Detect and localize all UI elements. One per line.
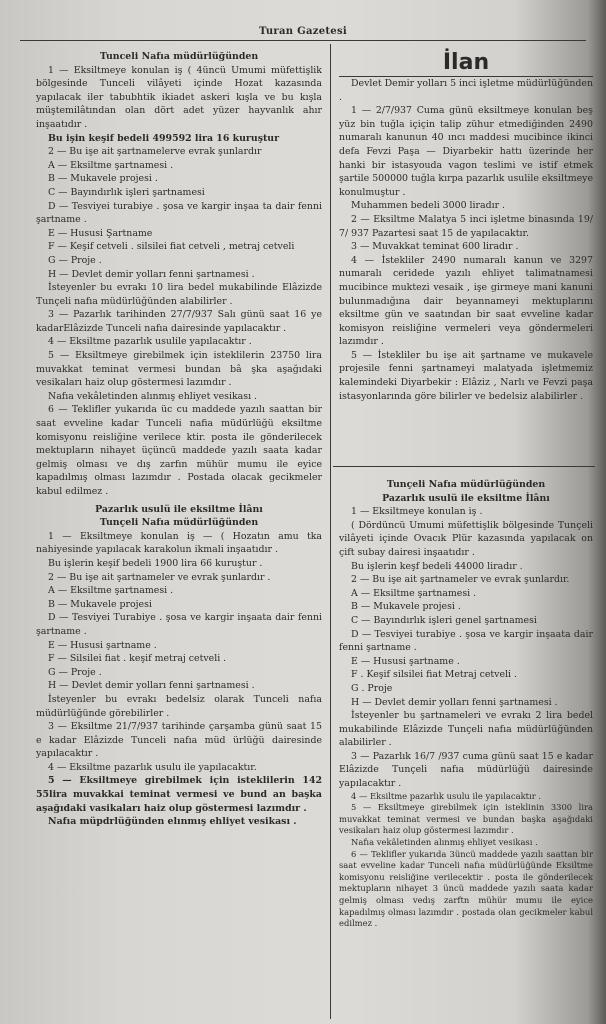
notice-paragraph: 5 — Eksiltmeye girebilmek için isteklilerin 142 55lira muvakkai teminat vermesi ve bund an başka aşağıdaki vasikaları haiz olup göstermesi lazımdır . — [36, 775, 322, 814]
notice-paragraph: Muhammen bedeli 3000 liradır . — [351, 200, 506, 212]
left-column — [36, 50, 322, 829]
notice-paragraph: 1 — Eksiltmeye konulan iş ( 4üncü Umumi müfettişlik bölgesinde Tunceli vilâyeti içinde Hozat kazasında yapılacak iler tabubhtik ikiadet askeri kışla ve bu kışla müştemilâtından olan dört adet yüzer hayvanlık ahır inşaatıdır . — [36, 64, 322, 130]
notice-paragraph: Bu işin keşif bedeli 499592 lira 16 kuruştur — [48, 132, 280, 144]
notice-heading: Tunçeli Nafıa müdürlüğünden — [386, 479, 546, 490]
notice-paragraph: E — Hususi şartname . — [351, 655, 460, 667]
notice-paragraph: İsteyenler bu şartnameleri ve evrakı 2 lira bedel mukabilinde Elâzizde Tunçeli nafıa müdürlüğünden alabilirler . — [339, 710, 593, 749]
notice-paragraph: 5 — İstekliler bu işe ait şartname ve mukavele projesile fenni şartnameyi malatyada işletmemiz kalemindeki Diyarbekir : Elâziz , Narlı ve Fevzi paşa istasyonlarında göre bilirler ve bedelsiz alabilirler . — [339, 349, 593, 402]
notice-paragraph: F — Silsilei fiat . keşif metraj cetveli . — [48, 653, 227, 665]
notice-paragraph: C — Bayındırlık işleri genel şartnamesi — [351, 614, 537, 626]
notice-heading: Pazarlık usulü ile eksiltme İlânı — [95, 503, 263, 515]
top-rule — [20, 40, 586, 41]
notice-heading: Tunceli Nafıa müdürlüğünden — [99, 51, 259, 62]
section-divider — [333, 466, 595, 467]
masthead: Turan Gazetesi — [259, 26, 347, 37]
notice-paragraph: 2 — Eksiltme Malatya 5 inci işletme binasında 19/ 7/ 937 Pazartesi saat 15 de yapılacaktır. — [339, 213, 593, 239]
notice-paragraph: D — Tesviyei turabiye . şosa ve kargir inşaata dair fenni şartname . — [339, 628, 593, 654]
notice-paragraph: 1 — 2/7/937 Cuma günü eksiltmeye konulan beş yüz bin tuğla içiçin talip zühur etmediğinden 2490 numaralı kanunun 40 ıncı maddesi mucibince ikinci defa Fevzi Paşa — Diyarbekir hattı üzerinde her hanki bir istasyouda vagon teslimi ve istif etmek şartile 500000 tuğla kırpa pazarlık usulile eksiltmeye konulmuştur . — [339, 105, 593, 198]
notice-paragraph: G — Proje . — [48, 254, 102, 266]
notice-paragraph: D — Tesviyei turabiye . şosa ve kargir inşaa ta dair fenni şartname . — [36, 200, 322, 226]
notice-paragraph: 3 — Pazarlık 16/7 /937 cuma günü saat 15 e kadar Elâzizde Tunçeli nafıa müdürlüğü dairesinde yapılacaktır . — [339, 750, 593, 790]
notice-paragraph: G . Proje — [351, 682, 393, 694]
notice-paragraph: F . Keşif silsilei fiat Metraj cetveli . — [351, 669, 517, 681]
notice-paragraph: Nafıa vekâletinden alınmış ehliyet vesikası . — [351, 837, 538, 848]
notice-paragraph: 4 — Eksiltme pazarlık usulile yapılacaktır . — [48, 336, 252, 348]
notice-paragraph: 4 — Eksiltme pazarlık usulu ile yapılacaktır. — [48, 761, 257, 773]
notice-paragraph: H — Devlet demir yolları fenni şartnamesi . — [48, 680, 255, 692]
notice-paragraph: 3 — Pazarlık tarihinden 27/7/937 Salı günü saat 16 ye kadarElâzizde Tunceli nafıa dairesinde yapılacaktır . — [36, 309, 322, 334]
notice-paragraph: F — Keşif cetveli . silsilei fiat cetveli , metraj cetveli — [48, 241, 295, 253]
notice-paragraph: G — Proje . — [48, 666, 102, 678]
notice-paragraph: E — Hususi şartname . — [48, 639, 157, 651]
notice-paragraph: 1 — Eksiltmeye konulan iş — ( Hozatın amu tka nahiyesinde yapılacak karakolun ikmali inşaatıdır . — [36, 530, 322, 556]
notice-paragraph: Bu işlerin keşf bedeli 44000 liradır . — [351, 560, 523, 572]
notice-paragraph: 3 — Muvakkat teminat 600 liradır . — [351, 241, 519, 253]
notice-paragraph: 3 — Eksiltme 21/7/937 tarihinde çarşamba günü saat 15 e kadar Elâzizde Tunceli nafıa müd ürlüğü dairesinde yapılacaktır . — [36, 721, 322, 760]
notice-paragraph: A — Eksiltme şartnamesi . — [48, 159, 174, 171]
notice-paragraph: A — Eksiltme şartnamesi . — [48, 585, 174, 597]
notice-paragraph: Bu işlerin keşif bedeli 1900 lira 66 kuruştur . — [48, 557, 263, 569]
notice-subheading: Tunçeli Nafıa müdürlüğünden — [99, 517, 259, 529]
notice-paragraph: Devlet Demir yolları 5 inci işletme müdürlüğünden . — [339, 78, 593, 103]
notice-paragraph: 1 — Eksiltmeye konulan iş . — [351, 506, 483, 518]
notice-paragraph: 4 — Eksiltme pazarlık usulu ile yapılacaktır . — [351, 790, 542, 801]
notice-paragraph: B — Mukavele projesi . — [351, 601, 461, 613]
notice-paragraph: Nafıa müpdrlüğünden elınmış ehliyet vesikası . — [48, 816, 297, 828]
notice-paragraph: 2 — Bu işe ait şartnameler ve evrak şunlardır. — [351, 574, 570, 586]
notice-paragraph: H — Devlet demir yolları fenni şartnamesi . — [351, 696, 558, 708]
right-column-bottom — [339, 478, 593, 930]
notice-paragraph: B — Mukavele projesi . — [48, 173, 158, 185]
notice-paragraph: 5 — Eksiltmeye girebilmek için isteklilerin 23750 lira muvakkat teminat vermesi bundan bâ şka aşağıdaki vesikaları haiz olup göstermesi lazımdır . — [36, 350, 322, 389]
notice-subheading: Pazarlık usulü ile eksiltme İlânı — [382, 492, 550, 504]
notice-paragraph: H — Devlet demir yolları fenni şartnamesi . — [48, 268, 255, 280]
notice-paragraph: Nafıa vekâletinden alınmış ehliyet vesikası . — [48, 390, 258, 402]
notice-paragraph: B — Mukavele projesi — [48, 598, 152, 610]
notice-paragraph: İsteyenler bu evrakı 10 lira bedel mukabilinde Elâzizde Tunçeli nafıa müdürlüğünden alabilirler . — [36, 282, 322, 307]
notice-paragraph: 2 — Bu işe ait şartnameler ve evrak şunlardır . — [48, 571, 271, 583]
notice-paragraph: A — Eksiltme şartnamesi . — [351, 587, 477, 599]
notice-paragraph: 5 — Eksiltmeye girebilmek için isteklinin 3300 lira muvakkat teminat vermesi ve bundan başka aşağıdaki vesikaları haiz olup göstermesi lazımdır . — [339, 802, 593, 836]
notice-paragraph: 4 — İstekliler 2490 numaralı kanun ve 3297 numaralı ceridede yazılı ehliyet talimatnamesi mucibince muktezi vesaik , işe girmeye mani kanuni bulunmadığına dair beyannameyi mektuplarını eksiltme gün ve saatından bir saat evveline kadar komisyon reisliğine vermeleri veya göndermeleri lazımdır . — [339, 254, 593, 348]
notice-paragraph: 6 — Teklifler yukarıda üc cu maddede yazılı saattan bir saat evveline kadar Tunceli nafia müdürlüğü eksiltme komisyonu reisliğine verilece ktir. posta ile gönderilecek mektupların nihayet üçüncü maddede yazılı saata kadar gelmiş olması ve dış zarfın mühür mumu ile eyice kapadılmış olması lazımdır . Postada olacak gecikmeler kabul edilmez . — [36, 404, 322, 497]
ilan-title: İlan — [442, 50, 490, 75]
notice-paragraph: 2 — Bu işe ait şartnamelerve evrak şunlardır — [48, 146, 262, 158]
notice-paragraph: C — Bayındırlık işleri şartnamesi — [48, 186, 205, 198]
right-column-top — [339, 50, 593, 403]
notice-paragraph: İsteyenler bu evrakı bedelsiz olarak Tunceli nafıa müdürlüğünde görebilirler . — [36, 693, 322, 719]
notice-paragraph: E — Hususi Şartname — [48, 227, 153, 239]
notice-paragraph: 6 — Teklifler yukarıda 3üncü maddede yazılı saattan bir saat evveline kadar Tunceli nafıa müdürlüğünde Eksiltme komisyonu reisliğine verilecektir . posta ile gönderilecek mektupların nihayet 3 üncü maddede yazılı saata kadar gelmiş olması vedış zarftn mühür mumu ile eyice kapadılmış olması lazımdır . postada olan gecikmeler kabul edilmez . — [339, 848, 593, 929]
notice-paragraph: D — Tesviyei Turabiye . şosa ve kargir inşaata dair fenni şartname . — [36, 612, 322, 637]
column-divider — [330, 44, 331, 1019]
notice-paragraph: ( Dördüncü Umumi müfettişlik bölgesinde Tunçeli vilâyeti içinde Ovacık Plür kazasında yapılacak on çift subay dairesi inşaatıdır . — [339, 519, 593, 558]
